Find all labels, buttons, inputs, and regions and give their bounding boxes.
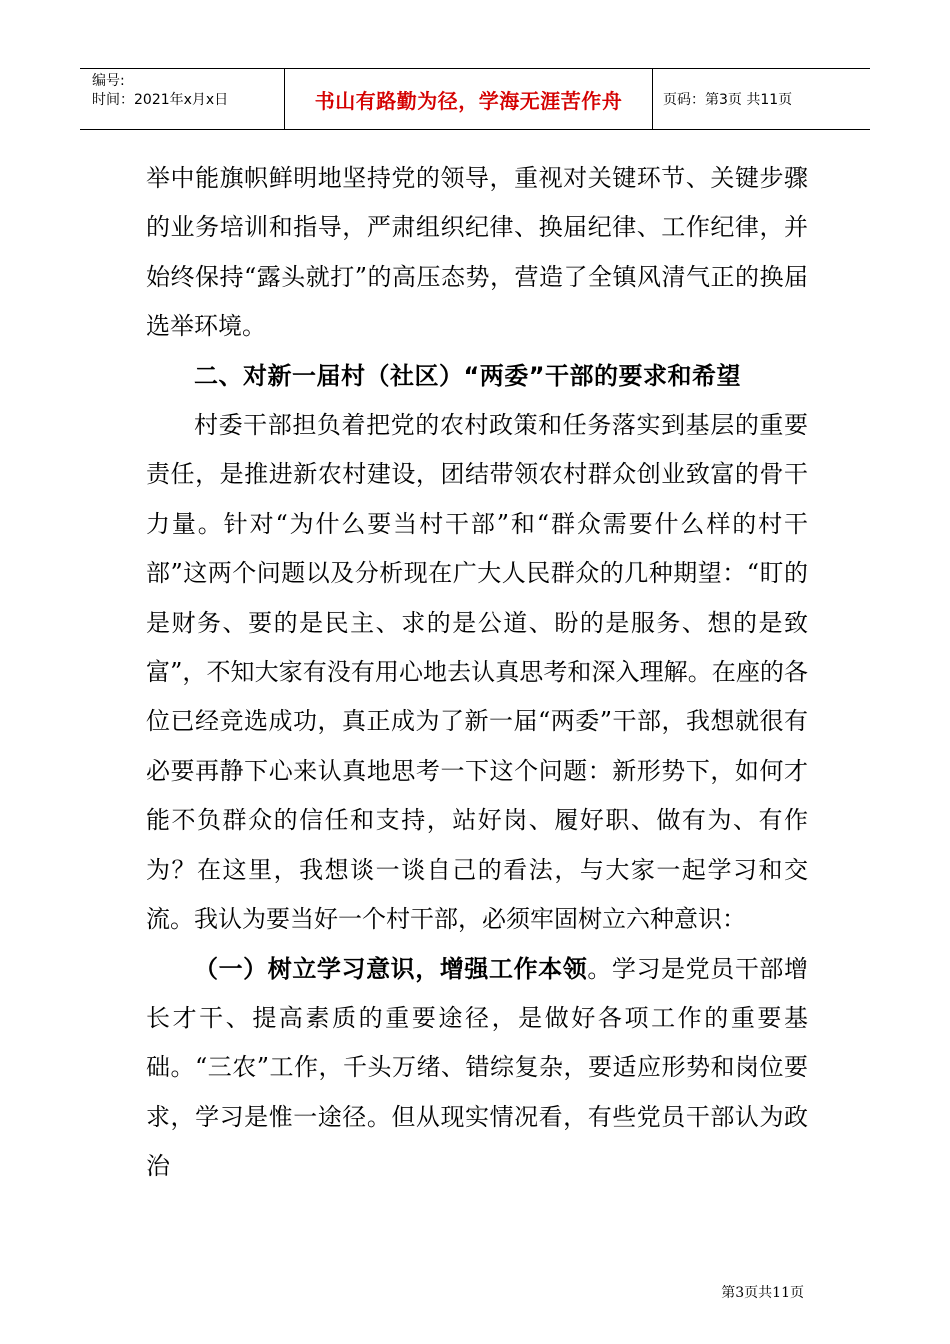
subsection-heading-1: （一）树立学习意识，增强工作本领 (194, 954, 588, 983)
paragraph-1: 举中能旗帜鲜明地坚持党的领导，重视对关键环节、关键步骤的业务培训和指导，严肃组织纪律、换届纪律、工作纪律，并始终保持“露头就打”的高压态势，营造了全镇风清气正的换届选举环境。 (146, 164, 808, 341)
document-body (146, 154, 808, 1192)
section-heading-2: 二、对新一届村（社区）“两委”干部的要求和希望 (194, 361, 742, 390)
paragraph-3 (146, 945, 808, 1192)
header-motto: 书山有路勤为径，学海无涯苦作舟 (314, 88, 623, 113)
footer-page-number: 第3页共11页 (721, 1285, 804, 1301)
paragraph-2: 村委干部担负着把党的农村政策和任务落实到基层的重要责任，是推进新农村建设，团结带领农村群众创业致富的骨干力量。针对“为什么要当村干部”和“群众需要什么样的村干部”这两个问题以及分析现在广大人民群众的几种期望：“盯的是财务、要的是民主、求的是公道、盼的是服务、想的是致富”，不知大家有没有用心地去认真思考和深入理解。在座的各位已经竞选成功，真正成为了新一届“两委”干部，我想就很有必要再静下心来认真地思考一下这个问题：新形势下，如何才能不负群众的信任和支持，站好岗、履好职、做有为、有作为？在这里，我想谈一谈自己的看法，与大家一起学习和交流。我认为要当好一个村干部，必须牢固树立六种意识： (146, 411, 808, 934)
header-page-code: 页码：第3页 共11页 (663, 92, 793, 108)
header-table (80, 68, 870, 130)
header-motto-cell (285, 69, 653, 129)
header-page-cell (653, 69, 870, 129)
document-number-label: 编号: (92, 73, 125, 89)
document-time-label: 时间：2021年x月x日 (92, 92, 229, 108)
header-meta-cell (80, 69, 285, 129)
paragraph-3-text: 。学习是党员干部增长才干、提高素质的重要途径，是做好各项工作的重要基础。“三农”工作，千头万绪、错综复杂，要适应形势和岗位要求，学习是惟一途径。但从现实情况看，有些党员干部认为政治 (146, 954, 809, 1181)
